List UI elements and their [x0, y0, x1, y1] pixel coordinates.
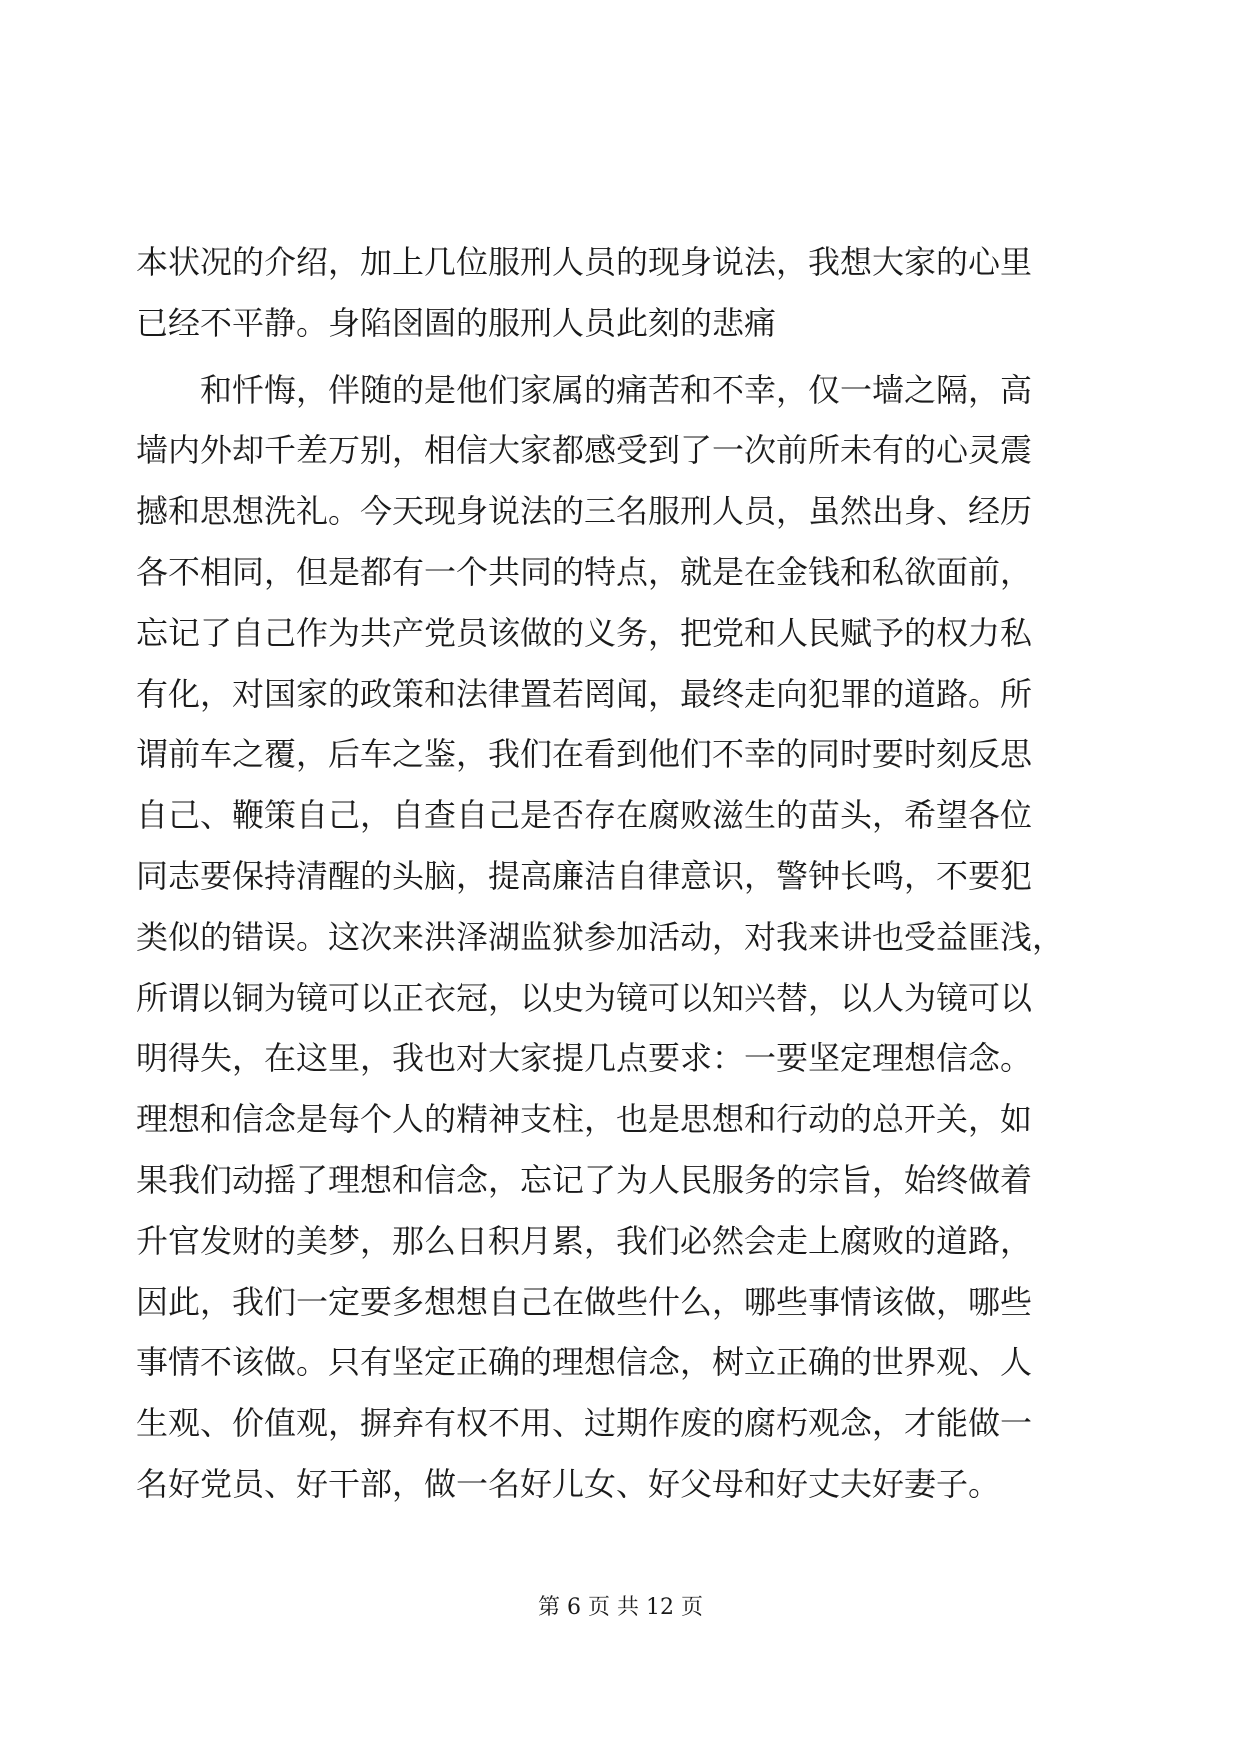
- page-number-footer: 第 6 页 共 12 页: [538, 1595, 703, 1620]
- paragraph-line: 墙内外却千差万别，相信大家都感受到了一次前所未有的心灵震: [136, 431, 1033, 470]
- paragraph-line: 生观、价值观，摒弃有权不用、过期作废的腐朽观念，才能做一: [136, 1404, 1033, 1443]
- paragraph-line: 同志要保持清醒的头脑，提高廉洁自律意识，警钟长鸣，不要犯: [136, 856, 1033, 895]
- paragraph-line: 升官发财的美梦，那么日积月累，我们必然会走上腐败的道路，: [136, 1221, 1033, 1260]
- paragraph-line: 事情不该做。只有坚定正确的理想信念，树立正确的世界观、人: [136, 1343, 1033, 1382]
- paragraph-1: [136, 232, 1096, 354]
- paragraph-line: 理想和信念是每个人的精神支柱，也是思想和行动的总开关，如: [136, 1100, 1033, 1139]
- paragraph-line: 类似的错误。这次来洪泽湖监狱参加活动，对我来讲也受益匪浅，: [136, 917, 1065, 956]
- paragraph-2: [136, 360, 1096, 1515]
- paragraph-line: 谓前车之覆，后车之鉴，我们在看到他们不幸的同时要时刻反思: [136, 735, 1033, 774]
- paragraph-line: 已经不平静。身陷囹圄的服刑人员此刻的悲痛: [136, 303, 777, 342]
- paragraph-line: 各不相同，但是都有一个共同的特点，就是在金钱和私欲面前，: [136, 552, 1033, 591]
- paragraph-line: 有化，对国家的政策和法律置若罔闻，最终走向犯罪的道路。所: [136, 674, 1033, 713]
- paragraph-line: 所谓以铜为镜可以正衣冠，以史为镜可以知兴替，以人为镜可以: [136, 978, 1033, 1017]
- document-body: [136, 232, 1096, 1515]
- paragraph-line: 明得失，在这里，我也对大家提几点要求：一要坚定理想信念。: [136, 1039, 1033, 1078]
- paragraph-line: 因此，我们一定要多想想自己在做些什么，哪些事情该做，哪些: [136, 1282, 1033, 1321]
- paragraph-line: 和忏悔，伴随的是他们家属的痛苦和不幸，仅一墙之隔，高: [200, 370, 1033, 409]
- paragraph-line: 撼和思想洗礼。今天现身说法的三名服刑人员，虽然出身、经历: [136, 492, 1033, 531]
- paragraph-line: 自己、鞭策自己，自查自己是否存在腐败滋生的苗头，希望各位: [136, 796, 1033, 835]
- paragraph-line: 果我们动摇了理想和信念，忘记了为人民服务的宗旨，始终做着: [136, 1160, 1033, 1199]
- paragraph-line: 忘记了自己作为共产党员该做的义务，把党和人民赋予的权力私: [136, 613, 1033, 652]
- paragraph-line: 本状况的介绍，加上几位服刑人员的现身说法，我想大家的心里: [136, 243, 1033, 281]
- paragraph-line: 名好党员、好干部，做一名好儿女、好父母和好丈夫好妻子。: [136, 1464, 1001, 1503]
